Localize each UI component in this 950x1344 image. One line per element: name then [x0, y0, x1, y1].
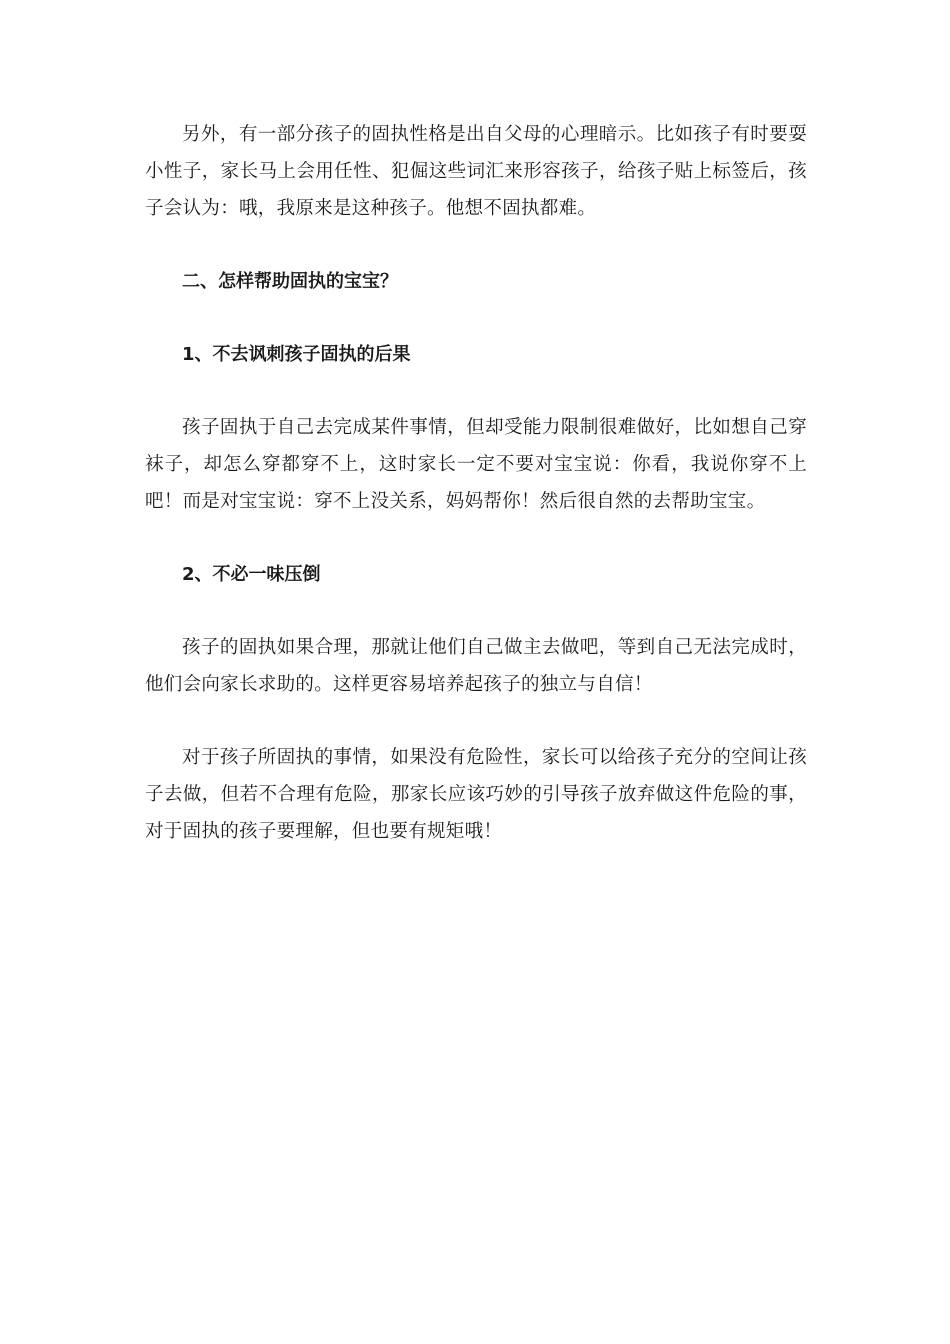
paragraph-let-them-decide: 孩子的固执如果合理，那就让他们自己做主去做吧，等到自己无法完成时，他们会向家长求助的。这样更容易培养起孩子的独立与自信！ [145, 637, 807, 695]
subheading-no-suppression: 2、不必一味压倒 [182, 564, 321, 585]
subheading-no-sarcasm: 1、不去讽刺孩子固执的后果 [182, 344, 411, 365]
paragraph-labeling-effect: 另外，有一部分孩子的固执性格是出自父母的心理暗示。比如孩子有时要耍小性子，家长马上会用任性、犯倔这些词汇来形容孩子，给孩子贴上标签后，孩子会认为：哦，我原来是这种孩子。他想不固执都难。 [145, 124, 807, 219]
section-heading-how-to-help: 二、怎样帮助固执的宝宝？ [182, 271, 398, 292]
document-page [145, 116, 807, 886]
paragraph-rules-and-understanding: 对于孩子所固执的事情，如果没有危险性，家长可以给孩子充分的空间让孩子去做，但若不合理有危险，那家长应该巧妙的引导孩子放弃做这件危险的事，对于固执的孩子要理解，但也要有规矩哦！ [145, 747, 807, 842]
paragraph-socks-example: 孩子固执于自己去完成某件事情，但却受能力限制很难做好，比如想自己穿袜子，却怎么穿都穿不上，这时家长一定不要对宝宝说：你看，我说你穿不上吧！而是对宝宝说：穿不上没关系，妈妈帮你！然后很自然的去帮助宝宝。 [145, 417, 807, 512]
